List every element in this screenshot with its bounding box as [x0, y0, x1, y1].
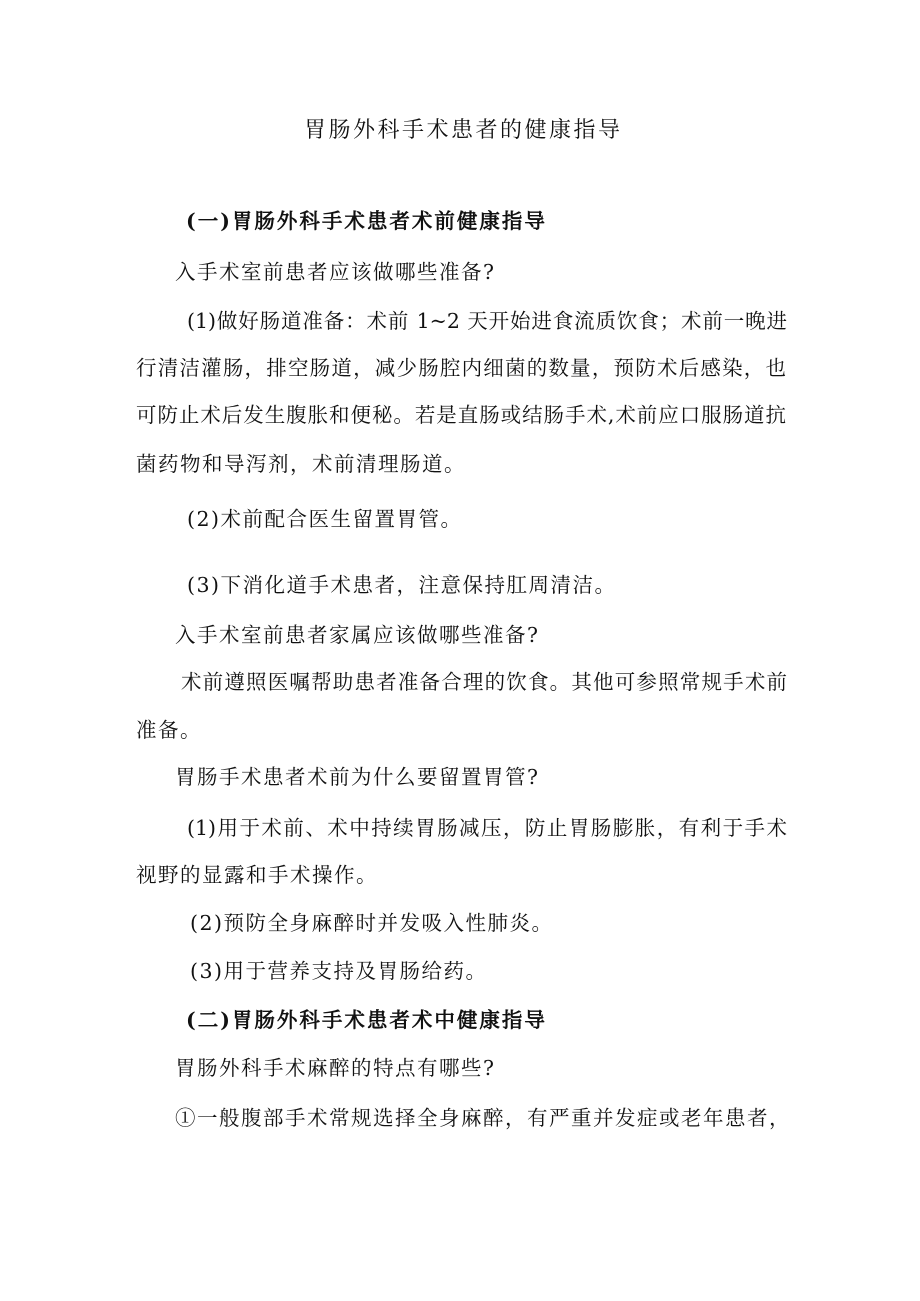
- question-gastric-tube: 胃肠手术患者术前为什么要留置胃管?: [175, 765, 540, 789]
- section-heading-preop: (一)胃肠外科手术患者术前健康指导: [186, 209, 547, 233]
- paragraph-line: ①一般腹部手术常规选择全身麻醉，有严重并发症或老年患者，: [175, 1106, 791, 1130]
- page-title: 胃肠外科手术患者的健康指导: [304, 118, 623, 143]
- paragraph-line: 可防止术后发生腹胀和便秘。若是直肠或结肠手术,术前应口服肠道抗: [136, 403, 786, 427]
- paragraph-line: 视野的显露和手术操作。: [136, 863, 378, 887]
- paragraph-line: (1)用于术前、术中持续胃肠减压，防止胃肠膨胀，有利于手术: [187, 816, 787, 840]
- question-family-preparation: 入手术室前患者家属应该做哪些准备?: [175, 623, 540, 647]
- list-item: (2)预防全身麻醉时并发吸入性肺炎。: [190, 911, 554, 935]
- section-heading-intraop: (二)胃肠外科手术患者术中健康指导: [186, 1008, 547, 1032]
- paragraph-line: (1)做好肠道准备：术前 1~2 天开始进食流质饮食；术前一晚进: [187, 309, 787, 333]
- paragraph-line: 行清洁灌肠，排空肠道，减少肠腔内细菌的数量，预防术后感染，也: [136, 356, 786, 380]
- paragraph-line: 术前遵照医嘱帮助患者准备合理的饮食。其他可参照常规手术前: [181, 670, 787, 694]
- question-anesthesia: 胃肠外科手术麻醉的特点有哪些?: [175, 1056, 496, 1080]
- question-patient-preparation: 入手术室前患者应该做哪些准备?: [175, 260, 496, 284]
- list-item: (2)术前配合医生留置胃管。: [187, 507, 463, 531]
- paragraph-line: 菌药物和导泻剂，术前清理肠道。: [136, 452, 466, 476]
- paragraph-line: 准备。: [136, 718, 202, 742]
- list-item: (3)下消化道手术患者，注意保持肛周清洁。: [187, 573, 617, 597]
- list-item: (3)用于营养支持及胃肠给药。: [190, 959, 488, 983]
